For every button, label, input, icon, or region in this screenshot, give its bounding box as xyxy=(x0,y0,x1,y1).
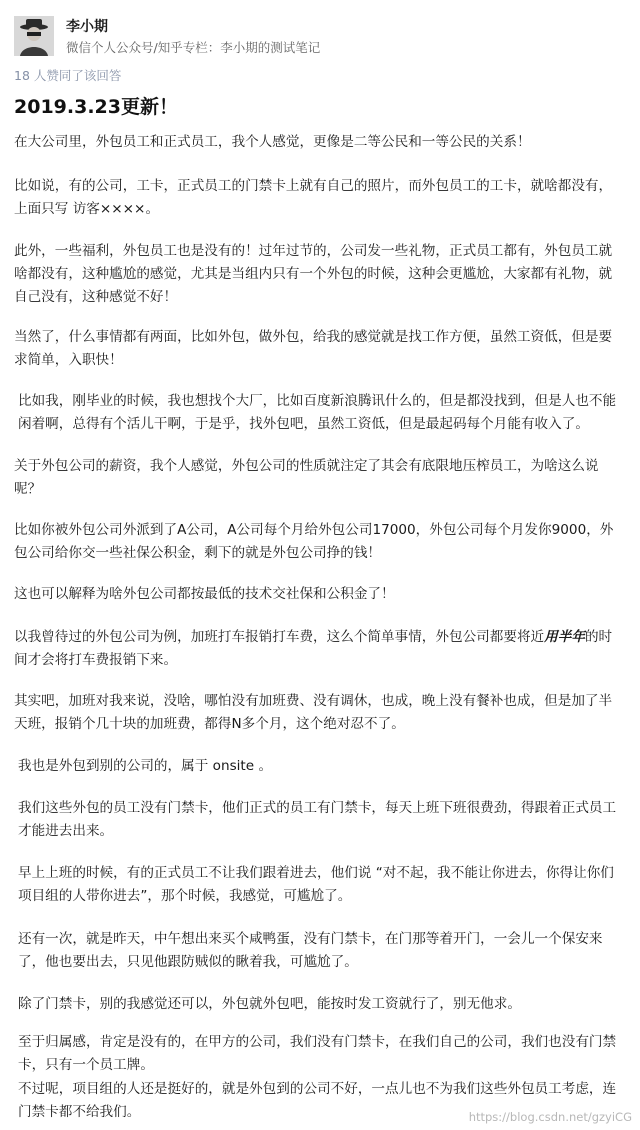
paragraph: 当然了，什么事情都有两面，比如外包，做外包，给我的感觉就是找工作方便，虽然工资低，但是要求简单，入职快！ xyxy=(14,329,613,368)
watermark: https://blog.csdn.net/gzyiCG xyxy=(468,1110,632,1124)
paragraph: 早上上班的时候，有的正式员工不让我们跟着进去，他们说 “对不起，我不能让你进去，你得让你们项目组的人带你进去”，那个时候，我感觉，可尴尬了。 xyxy=(18,865,614,904)
emphasis-text: 用半年 xyxy=(544,629,585,645)
paragraph-text: 以我曾待过的外包公司为例，加班打车报销打车费，这么个简单事情，外包公司都要将近 xyxy=(14,629,545,645)
paragraph: 关于外包公司的薪资，我个人感觉，外包公司的性质就注定了其会有底限地压榨员工，为啥这么说呢？ xyxy=(14,458,599,497)
paragraph: 这也可以解释为啥外包公司都按最低的技术交社保和公积金了！ xyxy=(14,586,395,602)
paragraph: 除了门禁卡，别的我感觉还可以，外包就外包吧，能按时发工资就行了，别无他求。 xyxy=(18,996,521,1012)
paragraph: 比如你被外包公司外派到了A公司，A公司每个月给外包公司17000，外包公司每个月发你9000，外包公司给你交一些社保公积金，剩下的就是外包公司挣的钱！ xyxy=(14,522,614,561)
paragraph: 还有一次，就是昨天，中午想出来买个咸鸭蛋，没有门禁卡，在门那等着开门，一会儿一个保安来了，他也要出去，只见他跟防贼似的瞅着我，可尴尬了。 xyxy=(18,931,603,970)
author-headline: 微信个人公众号/知乎专栏：李小期的测试笔记 xyxy=(66,40,321,55)
paragraph: 比如说，有的公司，工卡，正式员工的门禁卡上就有自己的照片，而外包员工的工卡，就啥都没有，上面只写 访客××××。 xyxy=(14,178,613,217)
author-name[interactable]: 李小期 xyxy=(66,19,108,35)
update-title: 2019.3.23更新！ xyxy=(14,96,178,118)
paragraph: 比如我，刚毕业的时候，我也想找个大厂，比如百度新浪腾讯什么的，但是都没找到，但是人也不能闲着啊，总得有个活儿干啊，于是乎，找外包吧，虽然工资低，但是最起码每个月能有收入了。 xyxy=(18,393,617,432)
paragraph: 其实吧，加班对我来说，没啥，哪怕没有加班费、没有调休，也成，晚上没有餐补也成，但是加了半天班，报销个几十块的加班费，都得N多个月，这个绝对忍不了。 xyxy=(14,693,613,732)
vote-count: 18 人赞同了该回答 xyxy=(14,68,122,83)
avatar-image xyxy=(14,16,54,56)
paragraph: 不过呢，项目组的人还是挺好的，就是外包到的公司不好，一点儿也不为我们这些外包员工考虑，连门禁卡都不给我们。 xyxy=(18,1081,617,1120)
paragraph: 我也是外包到别的公司的，属于 onsite 。 xyxy=(18,758,273,774)
paragraph: 在大公司里，外包员工和正式员工，我个人感觉，更像是二等公民和一等公民的关系！ xyxy=(14,134,531,150)
avatar[interactable] xyxy=(14,16,54,56)
paragraph-text: 的时间才会将打车费报销下来。 xyxy=(14,629,613,668)
paragraph: 此外，一些福利，外包员工也是没有的！过年过节的，公司发一些礼物，正式员工都有，外包员工就啥都没有，这种尴尬的感觉，尤其是当组内只有一个外包的时候，这种会更尴尬，大家都有礼物，就自己没有，这种感觉不好！ xyxy=(14,243,613,305)
paragraph: 我们这些外包的员工没有门禁卡，他们正式的员工有门禁卡，每天上班下班很费劲，得跟着正式员工才能进去出来。 xyxy=(18,800,617,839)
author-header xyxy=(14,14,614,58)
paragraph: 至于归属感，肯定是没有的，在甲方的公司，我们没有门禁卡，在我们自己的公司，我们也没有门禁卡，只有一个员工牌。 xyxy=(18,1034,617,1073)
paragraph xyxy=(14,626,624,672)
